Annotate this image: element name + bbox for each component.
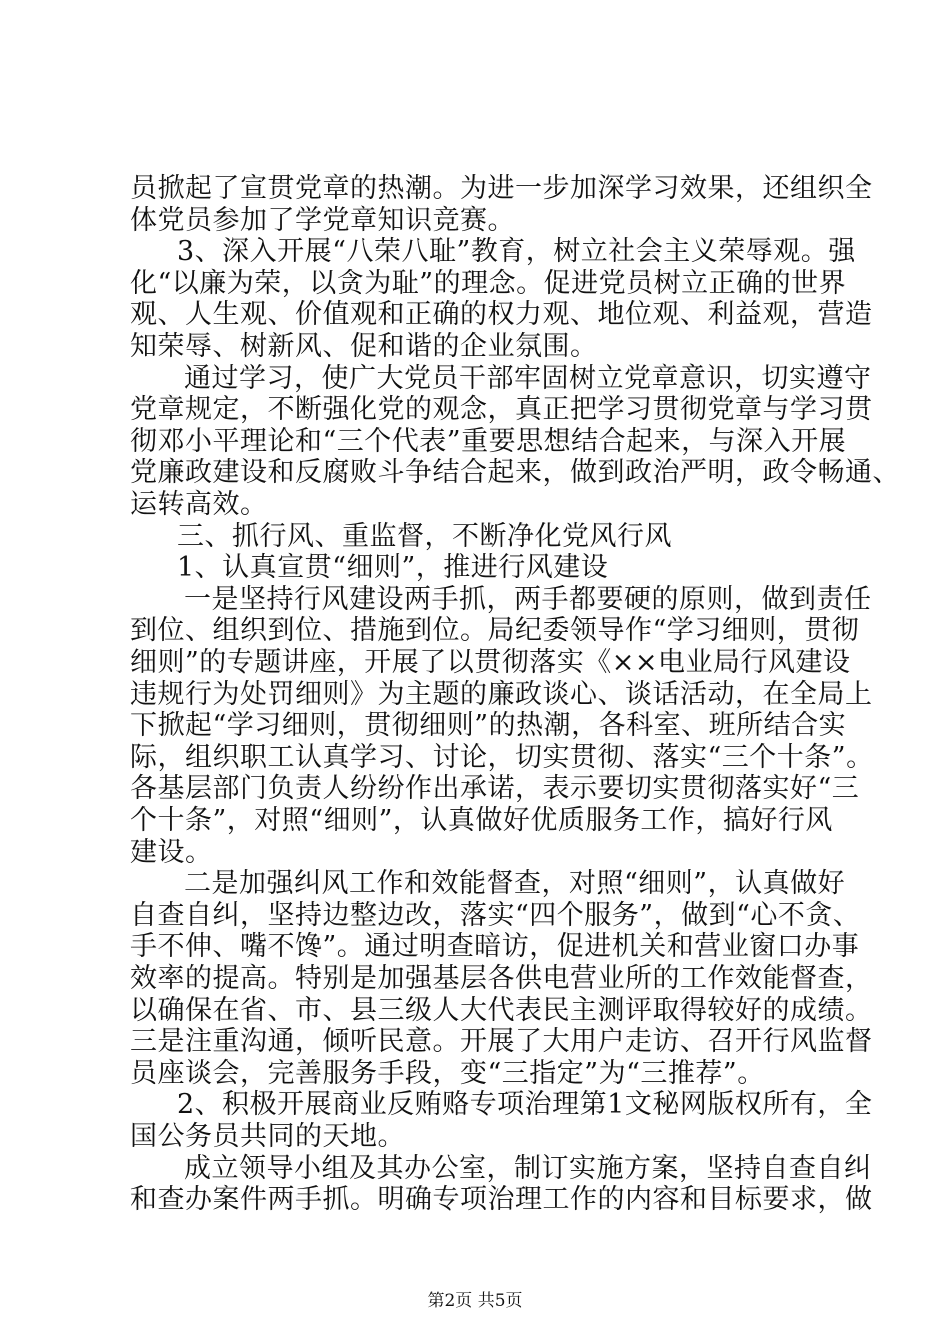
text-line: 员掀起了宣贯党章的热潮。为进一步加深学习效果，还组织全 [130,173,873,204]
subsection-heading: 1、认真宣贯“细则”，推进行风建设 [177,552,609,583]
text-line: 建设。 [130,837,213,868]
section-heading: 三、抓行风、重监督，不断净化党风行风 [177,521,672,552]
text-line: 手不伸、嘴不馋”。通过明查暗访，促进机关和营业窗口办事 [130,931,860,962]
text-line: 国公务员共同的天地。 [130,1121,405,1152]
page-number-footer: 第2页 共5页 [427,1291,523,1311]
text-line: 运转高效。 [130,489,268,520]
text-line: 一是坚持行风建设两手抓，两手都要硬的原则，做到责任 [184,584,872,615]
text-line: 党章规定，不断强化党的观念，真正把学习贯彻党章与学习贯 [130,394,873,425]
text-line: 和查办案件两手抓。明确专项治理工作的内容和目标要求，做 [130,1184,873,1215]
text-line: 化“以廉为荣，以贪为耻”的理念。促进党员树立正确的世界 [130,268,847,299]
text-line: 2、积极开展商业反贿赂专项治理第1文秘网版权所有，全 [177,1089,873,1120]
text-line: 下掀起“学习细则，贯彻细则”的热潮，各科室、班所结合实 [130,710,847,741]
text-line: 违规行为处罚细则》为主题的廉政谈心、谈话活动，在全局上 [130,679,873,710]
text-line: 知荣辱、树新风、促和谐的企业氛围。 [130,331,598,362]
text-line: 以确保在省、市、县三级人大代表民主测评取得较好的成绩。 [130,995,873,1026]
text-line: 细则”的专题讲座，开展了以贯彻落实《××电业局行风建设 [130,647,851,678]
text-line: 员座谈会，完善服务手段，变“三指定”为“三推荐”。 [130,1058,765,1089]
text-line: 彻邓小平理论和“三个代表”重要思想结合起来，与深入开展 [130,426,847,457]
text-line: 二是加强纠风工作和效能督查，对照“细则”，认真做好 [184,868,846,899]
text-line: 观、人生观、价值观和正确的权力观、地位观、利益观，营造 [130,299,873,330]
text-line: 三是注重沟通，倾听民意。开展了大用户走访、召开行风监督 [130,1026,873,1057]
text-line: 自查自纠，坚持边整边改，落实“四个服务”，做到“心不贪、 [130,900,861,931]
text-line: 通过学习，使广大党员干部牢固树立党章意识，切实遵守 [184,363,872,394]
text-line: 体党员参加了学党章知识竞赛。 [130,205,515,236]
text-line: 3、深入开展“八荣八耻”教育，树立社会主义荣辱观。强 [177,236,856,267]
text-line: 效率的提高。特别是加强基层各供电营业所的工作效能督查， [130,963,873,994]
text-line: 到位、组织到位、措施到位。局纪委领导作“学习细则，贯彻 [130,615,860,646]
text-line: 成立领导小组及其办公室，制订实施方案，坚持自查自纠 [184,1153,872,1184]
text-line: 党廉政建设和反腐败斗争结合起来，做到政治严明，政令畅通、 [130,457,900,488]
text-line: 各基层部门负责人纷纷作出承诺，表示要切实贯彻落实好“三 [130,773,860,804]
text-line: 个十条”，对照“细则”，认真做好优质服务工作，搞好行风 [130,805,833,836]
text-line: 际，组织职工认真学习、讨论，切实贯彻、落实“三个十条”。 [130,742,874,773]
